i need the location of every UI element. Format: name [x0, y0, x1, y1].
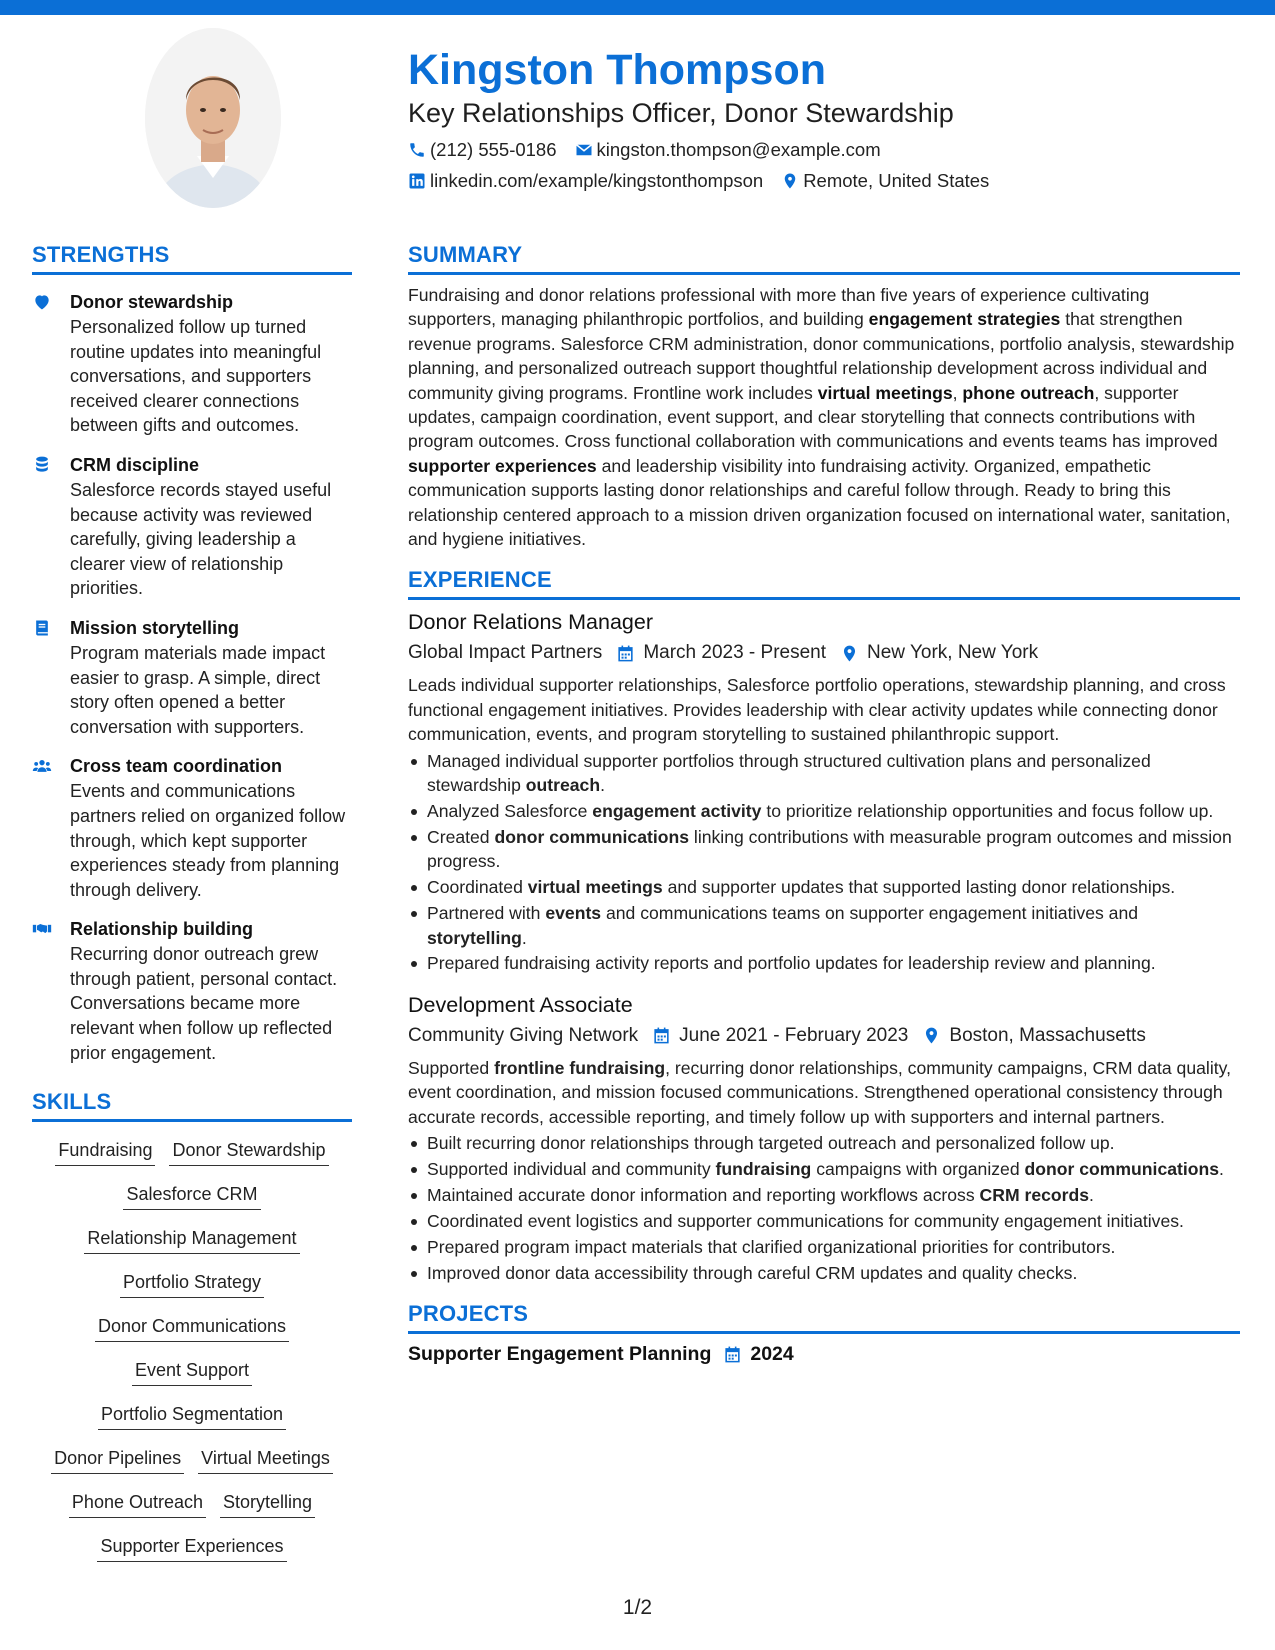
summary-text — [408, 283, 1240, 551]
contact-phone[interactable] — [408, 138, 557, 162]
bold-keyword: phone outreach — [962, 382, 1095, 403]
text-segment: Supported — [408, 1057, 495, 1078]
text-segment: Managed individual supporter portfolios through structured cultivation plans and personalized stewardship — [427, 750, 1151, 796]
skill-tag: Portfolio Strategy — [120, 1270, 264, 1298]
job-bullets — [408, 1131, 1240, 1285]
calendar-icon — [616, 644, 635, 663]
strength-title: Cross team coordination — [70, 756, 283, 777]
candidate-name: Kingston Thompson — [408, 46, 826, 94]
text-segment: and leadership visibility into fundraising activity. Organized, empathetic communication supports lasting donor relationships and careful follow through. Ready to bring this relationship centered approach to a mission driven organization focused on international water, sanitation, and hygiene initiatives. — [408, 455, 1231, 550]
left-column — [32, 240, 352, 1562]
resume-header — [408, 44, 1238, 193]
skill-tag: Fundraising — [55, 1138, 155, 1166]
skill-tag: Relationship Management — [84, 1226, 299, 1254]
text-segment: Maintained accurate donor information and reporting workflows across — [427, 1184, 980, 1205]
skill-row — [32, 1446, 352, 1474]
strength-desc: Events and communications partners relied on organized follow through, which kept supporter experiences steady from planning through delivery. — [70, 781, 346, 900]
project-title: Supporter Engagement Planning — [408, 1343, 712, 1365]
phone-icon — [408, 141, 426, 159]
text-segment: to prioritize relationship opportunities and focus follow up. — [761, 801, 1214, 821]
project-year: 2024 — [750, 1343, 794, 1365]
contact-row-1 — [408, 138, 1238, 162]
bold-keyword: events — [545, 903, 602, 924]
contact-email[interactable] — [575, 138, 881, 162]
job-title: Donor Relations Manager — [408, 610, 653, 635]
linkedin-icon — [408, 172, 426, 190]
job-bullets — [408, 749, 1240, 976]
skill-tag: Donor Stewardship — [169, 1138, 328, 1166]
bullet-item — [408, 825, 1240, 874]
skills-heading: SKILLS — [32, 1087, 352, 1122]
bullet-item — [408, 901, 1240, 950]
strength-desc: Recurring donor outreach grew through patient, personal contact. Conversations became more relevant when follow up reflected prior engagement. — [70, 944, 338, 1063]
text-segment: , supporter updates, campaign coordination, event support, and clear storytelling that connects contributions with program outcomes. Cross functional collaboration with communications and events teams has improved — [408, 382, 1218, 452]
skill-row — [32, 1226, 352, 1254]
bold-keyword: fundraising — [715, 1158, 812, 1179]
text-segment: Prepared program impact materials that clarified organizational priorities for contributors. — [427, 1236, 1116, 1257]
page-number: 1/2 — [622, 1596, 653, 1619]
contact-linkedin[interactable] — [408, 169, 763, 193]
bullet-item — [408, 951, 1240, 975]
bullet-item — [408, 875, 1240, 899]
skill-row — [32, 1182, 352, 1210]
text-segment: , recurring donor relationships, community campaigns, CRM data quality, event coordination, and mission focused communications. Strengthened operational consistency through accurate records, accessible reporting, and timely follow up with supporters and internal partners. — [408, 1057, 1231, 1127]
strength-item — [32, 453, 352, 601]
strength-title: Relationship building — [70, 919, 253, 940]
project-entry — [408, 1343, 1240, 1366]
strength-title: Donor stewardship — [70, 292, 234, 312]
strength-item — [32, 616, 352, 739]
person-portrait-icon — [145, 28, 281, 208]
text-segment: Partnered with — [427, 903, 546, 924]
text-segment: Analyzed Salesforce — [427, 801, 593, 821]
job-entry — [408, 990, 1240, 1285]
text-segment: campaigns with organized — [811, 1158, 1025, 1179]
job-meta — [408, 639, 1240, 667]
text-segment: . — [600, 775, 605, 796]
strength-desc: Personalized follow up turned routine updates into meaningful conversations, and supporters received clearer connections between gifts and outcomes. — [70, 317, 322, 436]
bullet-item — [408, 1131, 1240, 1155]
strength-title: Mission storytelling — [70, 617, 240, 638]
bold-keyword: engagement activity — [592, 801, 762, 821]
location-text: Remote, United States — [803, 170, 990, 191]
bullet-item — [408, 1235, 1240, 1259]
experience-heading: EXPERIENCE — [408, 565, 1240, 600]
skills-list — [32, 1138, 352, 1562]
text-segment: . — [521, 927, 527, 948]
contact-location — [781, 169, 989, 193]
text-segment: that strengthen revenue programs. Salesforce CRM administration, donor communications, portfolio analysis, stewardship planning, and personalized outreach support thoughtful relationship development across individual and community giving programs. Frontline work includes — [408, 309, 1235, 403]
map-pin-icon — [781, 172, 799, 190]
contact-row-2 — [408, 169, 1238, 193]
text-segment: Supported individual and community — [427, 1158, 716, 1179]
skill-tag: Virtual Meetings — [198, 1446, 333, 1474]
envelope-icon — [575, 141, 593, 159]
bold-keyword: virtual meetings — [527, 877, 663, 898]
text-segment: Built recurring donor relationships through targeted outreach and personalized follow up. — [427, 1133, 1115, 1154]
skill-tag: Storytelling — [220, 1490, 315, 1518]
text-segment: Leads individual supporter relationships, Salesforce portfolio operations, stewardship planning, and cross functional engagement initiatives. Provides leadership with clear activity updates while connecting donor communication, events, and program storytelling to sustained philanthropic support. — [408, 675, 1226, 745]
bullet-item — [408, 749, 1240, 798]
heart-icon — [32, 292, 52, 312]
text-segment: linking contributions with measurable program outcomes and mission progress. — [427, 826, 1232, 872]
strength-item — [32, 754, 352, 902]
strength-title: CRM discipline — [70, 454, 200, 475]
job-company: Community Giving Network — [408, 1024, 639, 1046]
projects-heading: PROJECTS — [408, 1299, 1240, 1334]
text-segment: and communications teams on supporter engagement initiatives and — [601, 903, 1139, 924]
strength-desc: Salesforce records stayed useful because activity was reviewed carefully, giving leadership a clearer view of relationship priorities. — [70, 479, 332, 599]
bullet-item — [408, 1261, 1240, 1285]
text-segment: Prepared fundraising activity reports and portfolio updates for leadership review and planning. — [427, 953, 1156, 974]
strength-desc: Program materials made impact easier to grasp. A simple, direct story often opened a better conversation with supporters. — [70, 642, 326, 737]
job-dates: June 2021 - February 2023 — [652, 1022, 908, 1050]
right-column — [408, 240, 1240, 1366]
skill-tag: Event Support — [132, 1358, 252, 1386]
text-segment: . — [1089, 1184, 1094, 1205]
skill-row — [32, 1314, 352, 1342]
text-segment: , — [952, 382, 963, 403]
bold-keyword: outreach — [525, 775, 601, 796]
bold-keyword: virtual meetings — [817, 382, 953, 403]
skill-tag: Donor Communications — [95, 1314, 289, 1342]
bold-keyword: donor communications — [1024, 1158, 1220, 1179]
handshake-icon — [32, 919, 52, 939]
text-segment: Coordinated event logistics and supporter communications for community engagement initiatives. — [427, 1210, 1184, 1231]
skill-row — [32, 1534, 352, 1562]
experience-list — [408, 607, 1240, 1285]
bullet-item — [408, 1183, 1240, 1207]
skill-row — [32, 1402, 352, 1430]
job-location: Boston, Massachusetts — [922, 1022, 1145, 1050]
book-icon — [32, 618, 52, 638]
database-icon — [32, 455, 52, 475]
text-segment: . — [1219, 1158, 1224, 1179]
text-segment: Improved donor data accessibility through careful CRM updates and quality checks. — [427, 1262, 1078, 1283]
phone-text: (212) 555-0186 — [430, 139, 557, 160]
strength-item — [32, 917, 352, 1065]
job-description — [408, 673, 1240, 746]
bold-keyword: engagement strategies — [868, 309, 1061, 330]
text-segment: Fundraising and donor relations professional with more than five years of experience cultivating supporters, managing philanthropic portfolios, and building — [408, 285, 1150, 330]
text-segment: Created — [427, 826, 495, 847]
profile-photo — [145, 28, 281, 208]
bullet-item — [408, 1157, 1240, 1181]
job-title: Development Associate — [408, 992, 633, 1017]
top-accent-bar — [0, 0, 1275, 15]
bold-keyword: frontline fundraising — [494, 1057, 666, 1078]
skill-tag: Portfolio Segmentation — [98, 1402, 286, 1430]
text-segment: Coordinated — [427, 877, 528, 898]
users-icon — [32, 756, 52, 776]
skill-tag: Phone Outreach — [69, 1490, 206, 1518]
job-meta — [408, 1022, 1240, 1050]
linkedin-text: linkedin.com/example/kingstonthompson — [430, 170, 764, 191]
job-description — [408, 1056, 1240, 1129]
bullet-item — [408, 799, 1240, 823]
calendar-icon — [652, 1026, 671, 1045]
job-company: Global Impact Partners — [408, 642, 603, 664]
skill-row — [32, 1138, 352, 1166]
skill-tag: Donor Pipelines — [51, 1446, 184, 1474]
skill-row — [32, 1358, 352, 1386]
strength-item — [32, 290, 352, 438]
projects-list — [408, 1343, 1240, 1366]
summary-heading: SUMMARY — [408, 240, 1240, 275]
strengths-heading: STRENGTHS — [32, 240, 352, 275]
candidate-title: Key Relationships Officer, Donor Stewardship — [408, 98, 954, 128]
map-pin-icon — [922, 1026, 941, 1045]
bold-keyword: CRM records — [979, 1184, 1090, 1205]
skill-tag: Salesforce CRM — [123, 1182, 260, 1210]
bold-keyword: donor communications — [494, 826, 690, 847]
skill-row — [32, 1270, 352, 1298]
bold-keyword: supporter experiences — [408, 455, 597, 476]
bullet-item — [408, 1209, 1240, 1233]
job-entry — [408, 607, 1240, 975]
calendar-icon — [723, 1345, 742, 1364]
strengths-list — [32, 290, 352, 1065]
bold-keyword: storytelling — [427, 927, 522, 948]
skill-row — [32, 1490, 352, 1518]
job-location: New York, New York — [840, 639, 1038, 667]
email-text: kingston.thompson@example.com — [596, 139, 881, 160]
skill-tag: Supporter Experiences — [97, 1534, 286, 1562]
text-segment: and supporter updates that supported lasting donor relationships. — [662, 877, 1176, 898]
job-dates: March 2023 - Present — [616, 639, 826, 667]
map-pin-icon — [840, 644, 859, 663]
